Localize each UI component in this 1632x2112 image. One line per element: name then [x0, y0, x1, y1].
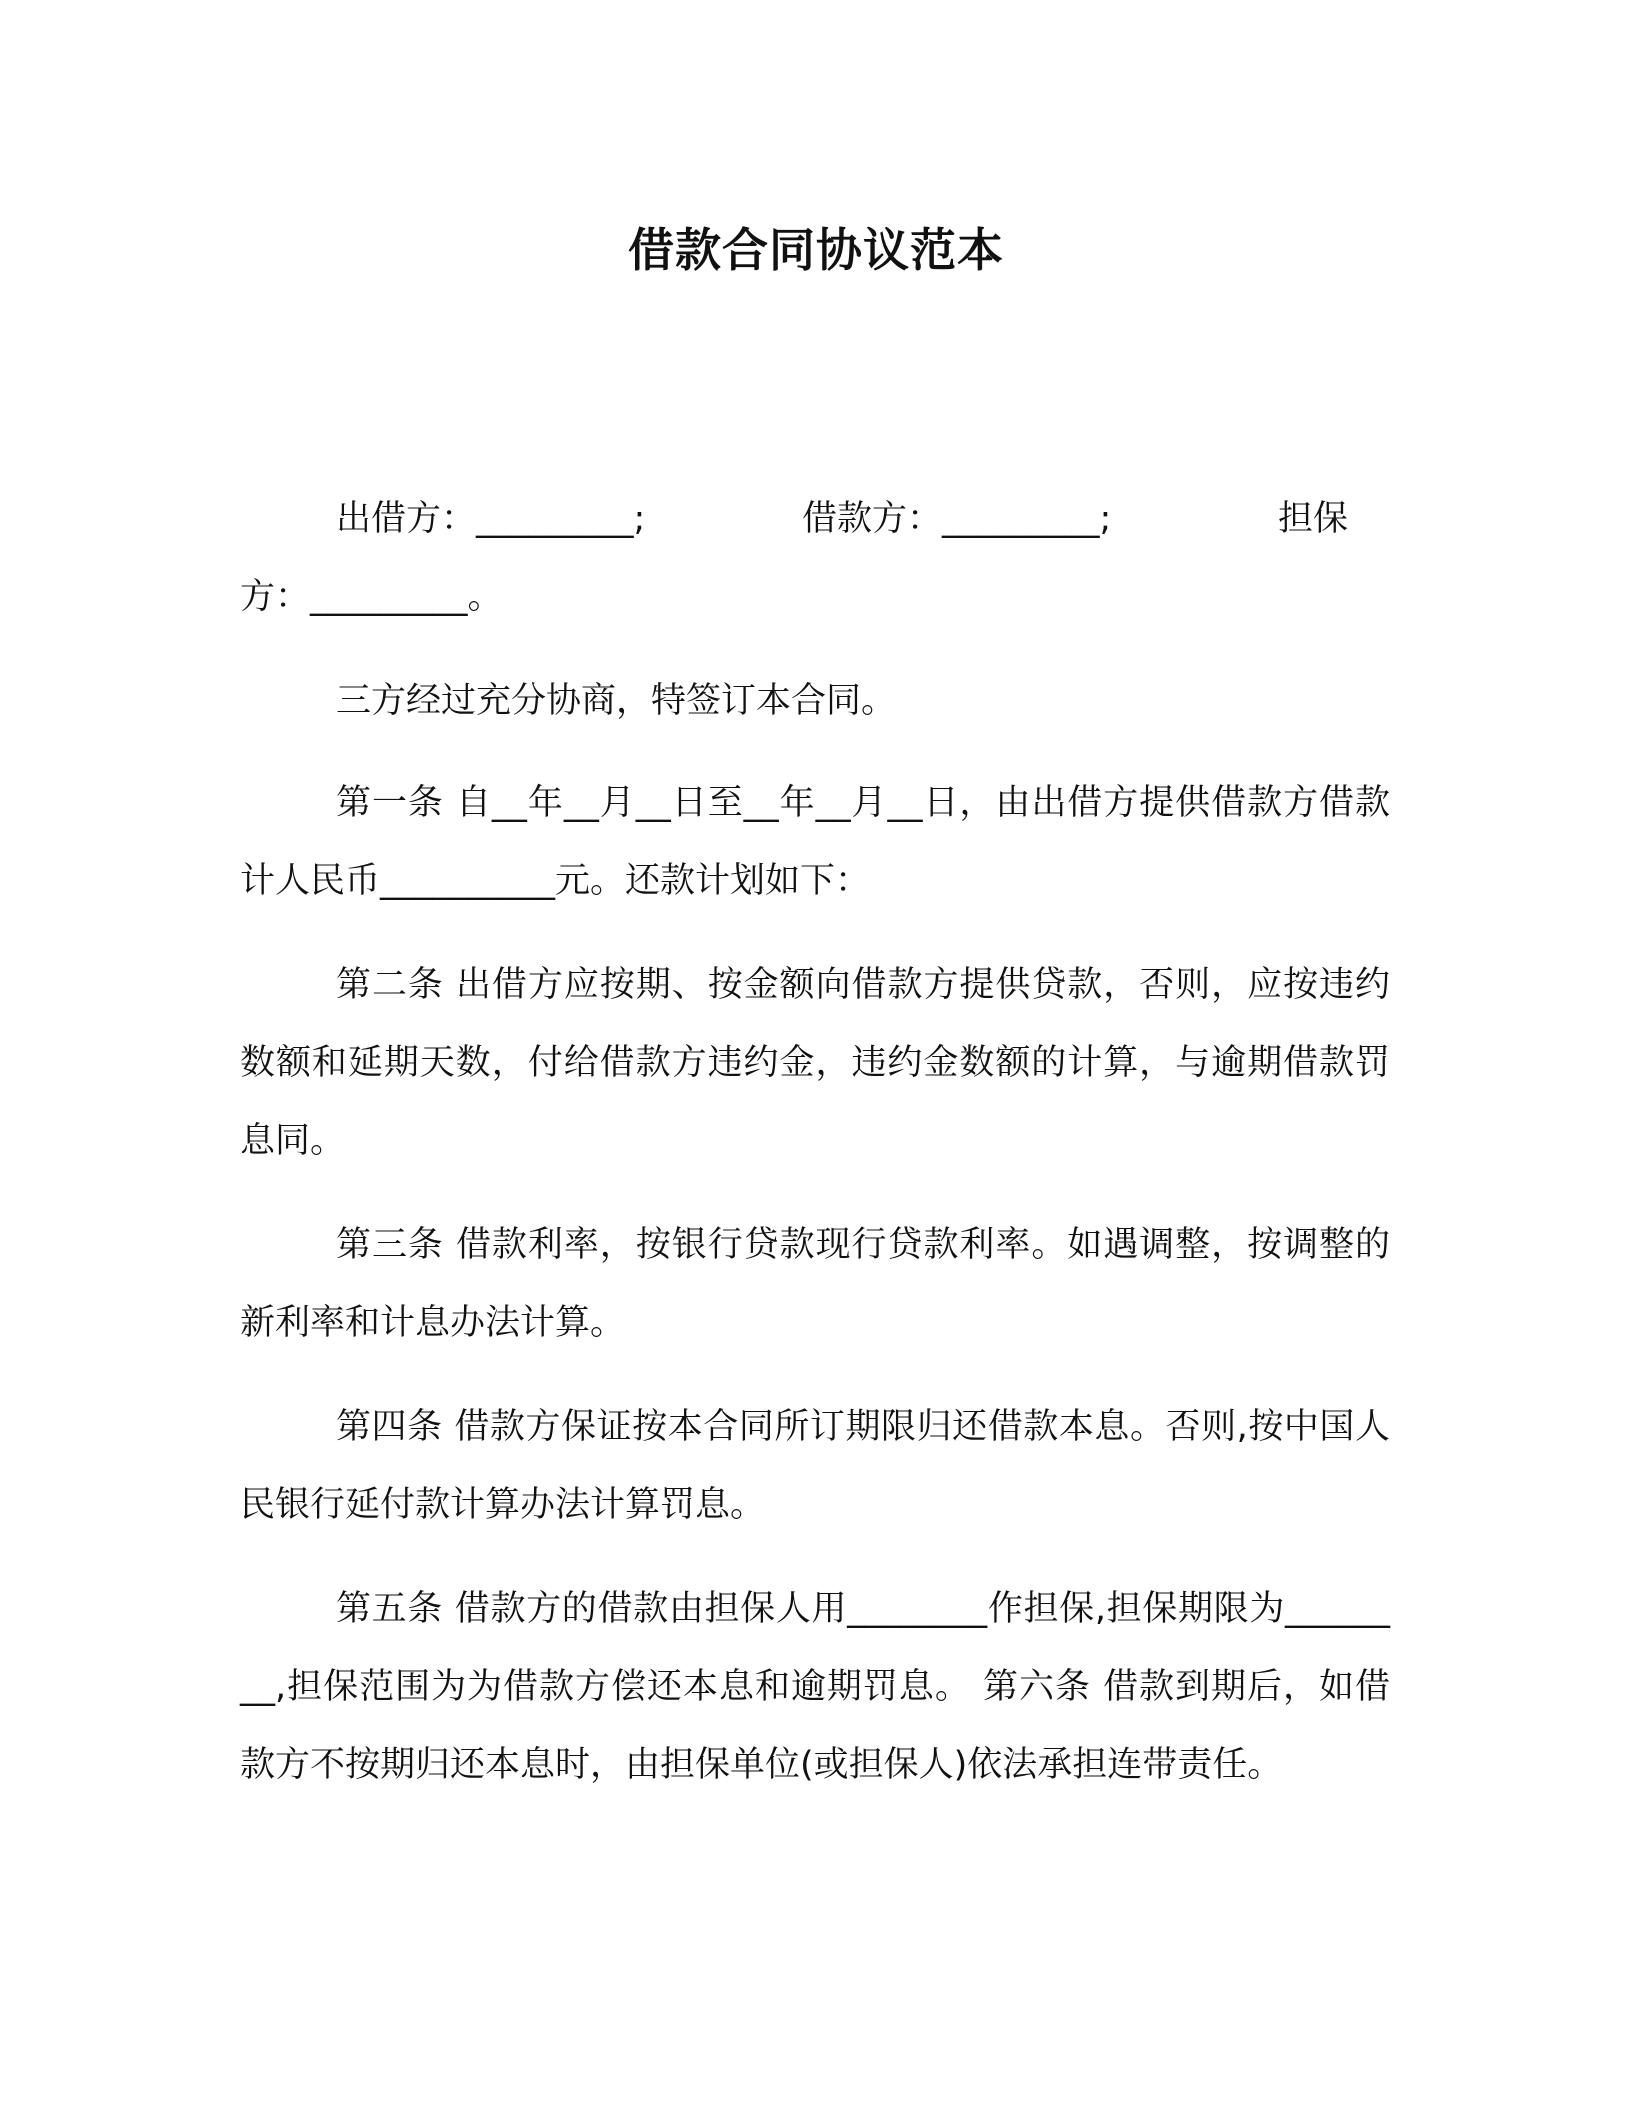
paragraph-article-4: 第四条 借款方保证按本合同所订期限归还借款本息。否则,按中国人民银行延付款计算办法计算罚息。	[240, 1407, 1390, 1525]
guarantor-label-start: 担保	[1278, 499, 1349, 539]
guarantor-field: 方：_________。	[240, 577, 503, 617]
borrower-field: 借款方：_________;	[802, 499, 1112, 539]
parties-row-2	[240, 558, 1390, 636]
document-title: 借款合同协议范本	[628, 223, 1004, 277]
paragraph-article-2: 第二条 出借方应按期、按金额向借款方提供贷款，否则，应按违约数额和延期天数，付给借款方违约金，违约金数额的计算，与逾期借款罚息同。	[240, 965, 1390, 1161]
paragraph-intro: 三方经过充分协商，特签订本合同。	[336, 681, 897, 721]
parties-row-1	[240, 480, 1390, 558]
paragraph-article-3: 第三条 借款利率，按银行贷款现行贷款利率。如遇调整，按调整的新利率和计息办法计算。	[240, 1225, 1390, 1343]
lender-field: 出借方：_________;	[336, 499, 646, 539]
paragraph-article-5-6: 第五条 借款方的借款由担保人用________作担保,担保期限为________,担保范围为为借款方偿还本息和逾期罚息。 第六条 借款到期后，如借款方不按期归还本息时，由担保单位(或担保人)依法承担连带责任。	[240, 1589, 1390, 1785]
paragraph-article-1: 第一条 自__年__月__日至__年__月__日，由出借方提供借款方借款计人民币__________元。还款计划如下：	[240, 783, 1390, 901]
parties-block	[240, 480, 1390, 636]
